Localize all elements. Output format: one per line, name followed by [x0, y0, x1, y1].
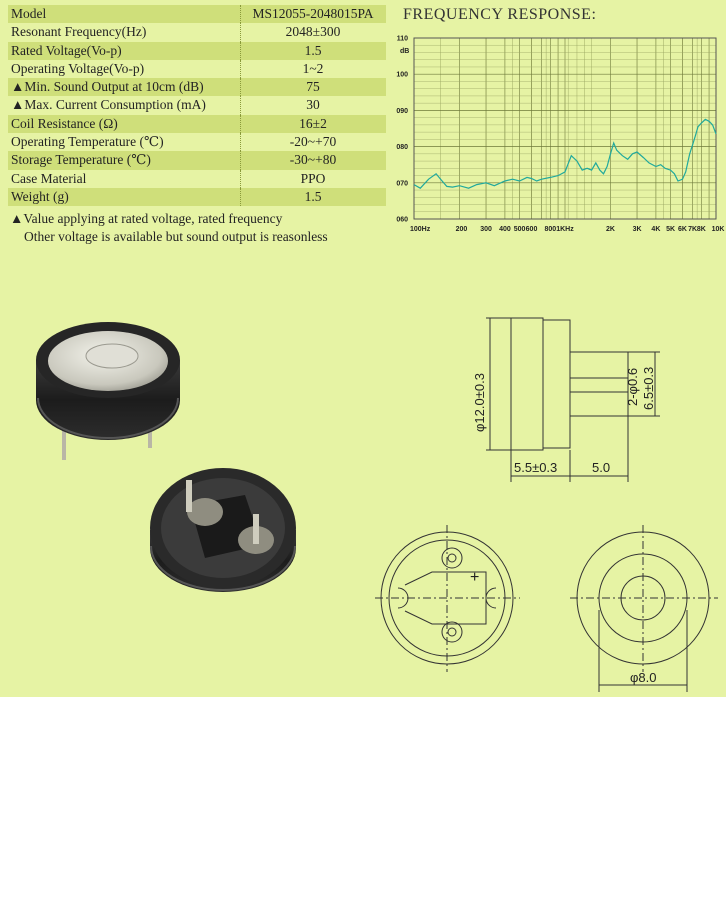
spec-value: PPO [300, 170, 326, 186]
spec-value: 2048±300 [285, 24, 341, 40]
spec-value: -30~+80 [289, 152, 337, 168]
x-tick-label: 200 [455, 226, 468, 233]
x-tick-label: 100Hz [410, 226, 431, 233]
dim-port-diameter: φ8.0 [630, 670, 657, 685]
frequency-response-chart [366, 28, 725, 240]
chart-title: FREQUENCY RESPONSE: [403, 6, 597, 23]
y-axis-label: dB [400, 48, 410, 56]
spec-label: ▲Min. Sound Output at 10cm (dB) [11, 79, 204, 95]
spec-label: Rated Voltage(Vo-p) [11, 42, 122, 58]
x-tick-label: 300 [480, 226, 492, 233]
spec-row [8, 23, 386, 41]
x-tick-label: 600 [525, 226, 538, 233]
spec-row [8, 115, 386, 133]
dimension-drawings [0, 300, 726, 700]
x-tick-label: 8K [696, 226, 706, 233]
y-tick-label: 100 [396, 71, 408, 79]
spec-row [8, 78, 386, 96]
polarity-plus: + [470, 569, 480, 586]
x-tick-label: 5K [666, 226, 676, 233]
spec-row [8, 188, 386, 206]
x-tick-label: 4K [651, 226, 661, 233]
y-tick-label: 060 [396, 216, 408, 224]
y-tick-label: 090 [396, 107, 408, 115]
x-tick-label: 800 [544, 226, 557, 233]
spec-label: Weight (g) [11, 188, 69, 204]
spec-label: Coil Resistance (Ω) [11, 115, 118, 131]
spec-notes [10, 210, 328, 246]
spec-row [8, 60, 386, 78]
spec-value: 1~2 [302, 60, 324, 76]
spec-row [8, 5, 386, 23]
dim-pin-length: 5.0 [592, 460, 611, 475]
dim-body-height: 5.5±0.3 [514, 460, 558, 475]
spec-value: -20~+70 [289, 134, 337, 150]
note-other-voltage: Other voltage is available but sound output is reasonless [24, 229, 328, 244]
spec-table [8, 5, 386, 206]
dim-body-diameter: φ12.0±0.3 [472, 373, 487, 432]
x-tick-label: 500 [513, 226, 526, 233]
spec-label: Operating Voltage(Vo-p) [11, 60, 145, 76]
x-tick-label: 10K [711, 226, 725, 233]
x-tick-label: 400 [499, 226, 511, 233]
spec-row [8, 96, 386, 114]
bottom-view-drawing [375, 525, 520, 672]
spec-label: Model [11, 6, 47, 21]
spec-label: Case Material [11, 170, 87, 186]
x-tick-labels [410, 226, 724, 233]
y-tick-label: 080 [396, 144, 408, 152]
spec-value: 1.5 [304, 188, 322, 204]
dim-pin-diameter: 2-φ0.6 [625, 367, 640, 406]
spec-label: Resonant Frequency(Hz) [11, 24, 147, 40]
spec-value: 75 [306, 79, 320, 95]
spec-row [8, 170, 386, 188]
x-tick-label: 3K [632, 226, 642, 233]
spec-row [8, 133, 386, 151]
spec-value: 30 [306, 97, 320, 113]
spec-label: Storage Temperature (℃) [11, 152, 151, 168]
x-tick-label: 6K [678, 226, 687, 233]
spec-row [8, 42, 386, 60]
spec-row [8, 151, 386, 169]
vertical-gridlines [441, 38, 710, 219]
note-rated-conditions: ▲Value applying at rated voltage, rated frequency [10, 211, 283, 226]
y-tick-label: 070 [396, 180, 408, 188]
spec-label: ▲Max. Current Consumption (mA) [11, 97, 206, 113]
spec-value: 1.5 [304, 42, 322, 58]
top-view-drawing [570, 525, 718, 692]
x-tick-label: 2K [605, 226, 615, 233]
x-tick-label: 7K [688, 226, 698, 233]
spec-label: Operating Temperature (℃) [11, 134, 164, 150]
dim-pin-spacing: 6.5±0.3 [641, 366, 656, 410]
spec-value: 16±2 [299, 115, 327, 131]
y-tick-labels [396, 36, 408, 224]
y-tick-label: 110 [396, 35, 408, 43]
spec-value: MS12055-2048015PA [252, 6, 374, 21]
x-tick-label: 1KHz [556, 226, 574, 233]
